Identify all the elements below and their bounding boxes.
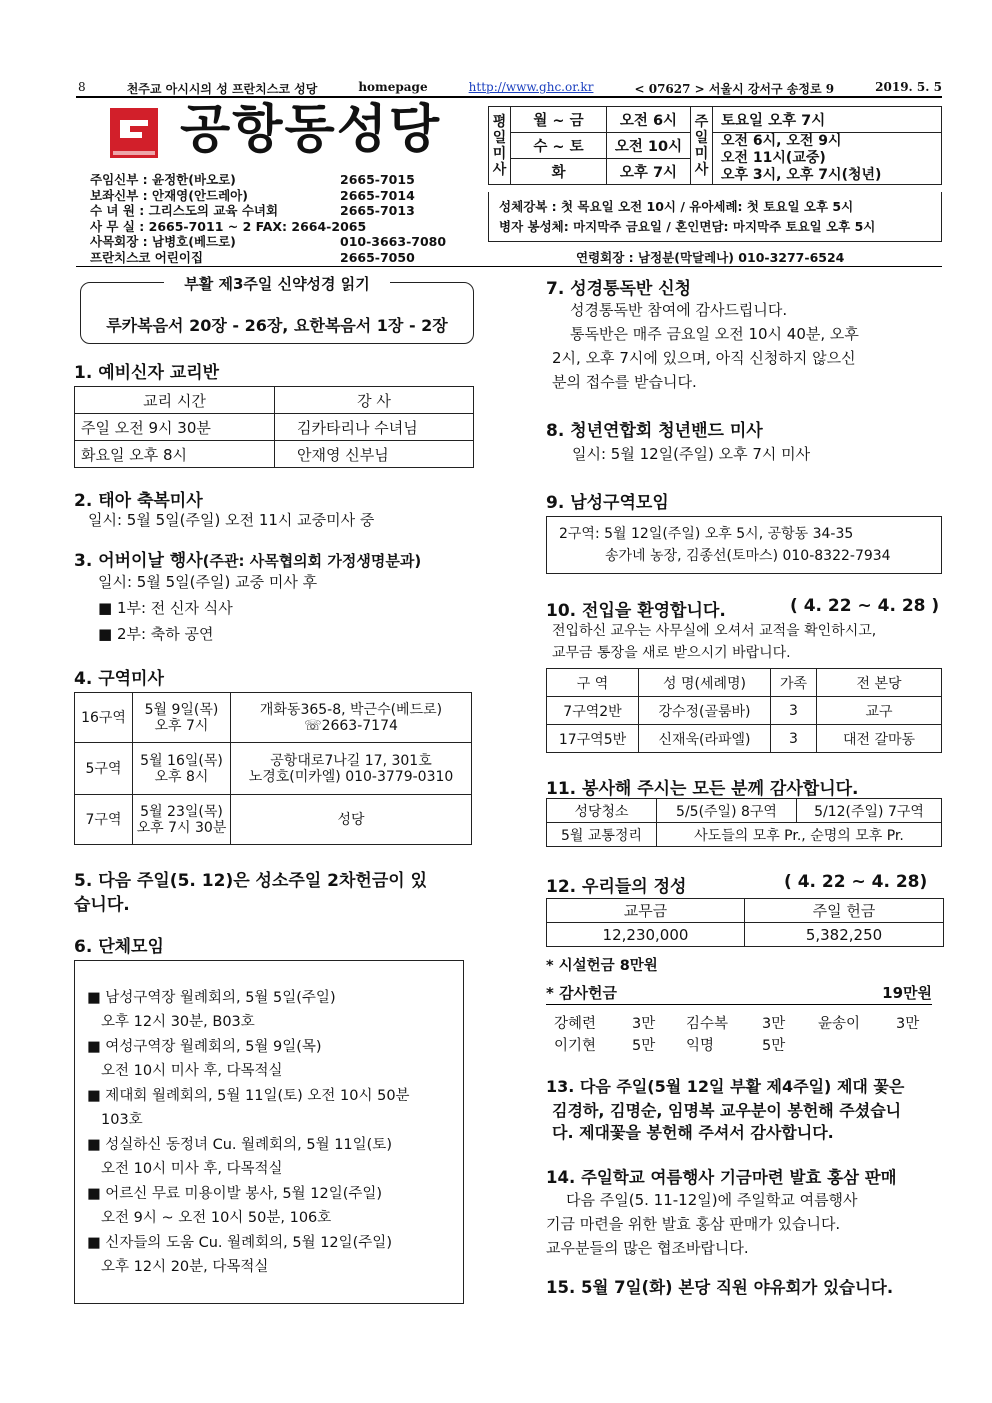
section-12-range: ( 4. 22 ~ 4. 28) xyxy=(784,872,928,892)
reading-banner-title: 부활 제3주일 신약성경 읽기 xyxy=(164,275,390,293)
table-row: 7구역2반 강수정(골룸바) 3 교구 xyxy=(547,697,942,725)
staff-row: 보좌신부 : 안재영(안드레아) 2665-7014 xyxy=(90,187,415,203)
donor-amount: 3만 xyxy=(632,1016,656,1032)
section-13-text: 다. 제대꽃을 봉헌해 주셔서 감사합니다. xyxy=(552,1123,834,1142)
list-item: 오전 9시 ~ 오전 10시 50분, 106호 xyxy=(101,1210,332,1226)
section-5-title-cont: 습니다. xyxy=(74,895,130,915)
page-number: 8 xyxy=(78,80,86,94)
donor-name: 김수복 xyxy=(686,1016,729,1032)
list-item: ■ 남성구역장 월례회의, 5월 5일(주일) xyxy=(87,990,336,1006)
offerings-table: 교무금 주일 헌금 12,230,000 5,382,250 xyxy=(546,898,944,947)
section-14-text: 기금 마련을 위한 발효 홍삼 판매가 있습니다. xyxy=(546,1215,841,1233)
mens-district-box: 2구역: 5월 12일(주일) 오후 5시, 공항동 34-35 송가네 농장, 김종선(토마스) 010-8322-7934 xyxy=(546,516,942,574)
donor-name: 익명 xyxy=(686,1038,715,1054)
section-7-text: 통독반은 매주 금요일 오전 10시 40분, 오후 xyxy=(570,325,859,343)
list-item: 오전 10시 미사 후, 다목적실 xyxy=(101,1063,283,1079)
donor-amount: 3만 xyxy=(762,1016,786,1032)
donor-amount: 5만 xyxy=(632,1038,656,1054)
header-bottom-rule xyxy=(76,266,942,267)
list-item: ■ 여성구역장 월례회의, 5월 9일(목) xyxy=(87,1039,322,1055)
staff-row: 사 무 실 : 2665-7011 ~ 2 FAX: 2664-2065 xyxy=(90,218,367,234)
section-2-title: 2. 태아 축복미사 xyxy=(74,491,203,511)
section-8-text: 일시: 5월 12일(주일) 오후 7시 미사 xyxy=(572,445,811,463)
section-9-title: 9. 남성구역모임 xyxy=(546,493,669,513)
list-item: ■ 제대회 월례회의, 5월 11일(토) 오전 10시 50분 xyxy=(87,1088,410,1104)
section-4-title: 4. 구역미사 xyxy=(74,669,164,689)
reading-banner-text: 루카복음서 20장 - 26장, 요한복음서 1장 - 2장 xyxy=(106,316,448,335)
section-14-text: 다음 주일(5. 11-12일)에 주일학교 여름행사 xyxy=(566,1191,858,1209)
page-title: 공항동성당 xyxy=(180,100,442,160)
section-3-item: ■ 1부: 전 신자 식사 xyxy=(98,599,233,617)
section-11-title: 11. 봉사해 주시는 모든 분께 감사합니다. xyxy=(546,779,859,799)
section-10-text: 교무금 통장을 새로 받으시기 바랍니다. xyxy=(552,645,791,661)
table-row: 17구역5반 신재욱(라파엘) 3 대전 갈마동 xyxy=(547,725,942,753)
section-3-item: ■ 2부: 축하 공연 xyxy=(98,625,214,643)
section-10-range: ( 4. 22 ~ 4. 28 ) xyxy=(790,596,940,616)
facility-offering: * 시설헌금 8만원 xyxy=(546,958,658,974)
section-7-text: 성경통독반 참여에 감사드립니다. xyxy=(570,301,788,319)
sunday-mass-label: 주일미사 xyxy=(691,107,713,185)
section-7-text: 분의 접수를 받습니다. xyxy=(552,373,697,391)
staff-row: 주임신부 : 윤정한(바오로) 2665-7015 xyxy=(90,172,415,187)
header-line xyxy=(78,80,942,97)
donor-name: 강혜련 xyxy=(554,1016,597,1032)
thanks-offering: * 감사헌금 19만원 xyxy=(546,982,932,1005)
section-13-text: 김경하, 김명순, 임명복 교우분이 봉헌해 주셨습니 xyxy=(552,1101,902,1120)
list-item: ■ 성실하신 동정녀 Cu. 월례회의, 5월 11일(토) xyxy=(87,1137,392,1153)
issue-date: 2019. 5. 5 xyxy=(875,80,942,94)
staff-row: 수 녀 원 : 그리스도의 교육 수녀회 2665-7013 xyxy=(90,203,415,218)
section-3-title: 3. 어버이날 행사(주관: 사목협의회 가정생명분과) xyxy=(74,551,422,571)
section-10-title: 10. 전입을 환영합니다. xyxy=(546,601,726,621)
donor-name: 이기현 xyxy=(554,1038,597,1054)
section-13-title: 13. 다음 주일(5월 12일 부활 제4주일) 제대 꽃은 xyxy=(546,1077,905,1096)
list-item: 오후 12시 30분, B03호 xyxy=(101,1014,255,1030)
section-7-text: 2시, 오후 7시에 있으며, 아직 신청하지 않으신 xyxy=(552,349,856,367)
newcomers-table: 구 역 성 명(세례명) 가족 전 본당 7구역2반 강수정(골룸바) 3 교구 17구역5반 신재욱(라파엘) 3 대전 갈마동 xyxy=(546,668,942,753)
catechism-table: 교리 시간 강 사 주일 오전 9시 30분 김카타리나 수녀님 화요일 오후 8시 안재영 신부님 xyxy=(74,386,474,468)
section-10-text: 전입하신 교우는 사무실에 오셔서 교적을 확인하시고, xyxy=(552,623,877,639)
homepage-link[interactable]: http://www.ghc.or.kr xyxy=(468,80,594,94)
weekday-mass-label: 평일미사 xyxy=(489,107,511,185)
donor-amount: 3만 xyxy=(896,1016,920,1032)
section-8-title: 8. 청년연합회 청년밴드 미사 xyxy=(546,421,763,441)
section-14-title: 14. 주일학교 여름행사 기금마련 발효 홍삼 판매 xyxy=(546,1168,897,1187)
church-logo-icon xyxy=(110,108,158,158)
district-mass-table: 16구역 5월 9일(목) 오후 7시 개화동365-8, 박근수(베드로) ☏2663-7174 5구역 5월 16일(목) 오후 8시 공항대로7나길 17, 301호 노경호(미카엘) 010-3779-0310 7구역 5월 23일(목) 오후 7시 30분 성당 xyxy=(74,692,472,845)
section-14-text: 교우분들의 많은 협조바랍니다. xyxy=(546,1239,749,1257)
staff-row: 사목회장 : 남병호(베드로) 010-3663-7080 xyxy=(90,234,447,249)
section-5-title: 5. 다음 주일(5. 12)은 성소주일 2차헌금이 있 xyxy=(74,871,428,891)
list-item: ■ 어르신 무료 미용이발 봉사, 5월 12일(주일) xyxy=(87,1186,383,1202)
parish-name: 천주교 아시시의 성 프란치스코 성당 xyxy=(126,82,318,96)
section-1-title: 1. 예비신자 교리반 xyxy=(74,363,220,383)
section-12-title: 12. 우리들의 정성 xyxy=(546,877,687,897)
reading-banner xyxy=(80,275,474,344)
section-2-text: 일시: 5월 5일(주일) 오전 11시 교중미사 중 xyxy=(88,511,375,529)
donor-name: 윤송이 xyxy=(818,1016,861,1032)
section-6-title: 6. 단체모임 xyxy=(74,937,164,957)
funeral-president: 연령회장 : 남정분(막달레나) 010-3277-6524 xyxy=(576,250,845,265)
list-item: ■ 신자들의 도움 Cu. 월례회의, 5월 12일(주일) xyxy=(87,1235,392,1251)
staff-row: 프란치스코 어린이집 2665-7050 xyxy=(90,249,415,265)
volunteers-table: 성당청소 5/5(주일) 8구역 5/12(주일) 7구역 5월 교통정리 사도들의 모후 Pr., 순명의 모후 Pr. xyxy=(546,798,942,847)
section-15-title: 15. 5월 7일(화) 본당 직원 야유회가 있습니다. xyxy=(546,1278,894,1297)
list-item: 오후 12시 20분, 다목적실 xyxy=(101,1259,269,1275)
list-item: 오전 10시 미사 후, 다목적실 xyxy=(101,1161,283,1177)
sacrament-info: 성체강복 : 첫 목요일 오전 10시 / 유아세례: 첫 토요일 오후 5시 병자 봉성체: 마지막주 금요일 / 혼인면담: 마지막주 토요일 오후 5시 xyxy=(488,192,942,242)
staff-directory xyxy=(90,172,490,265)
group-meetings-box xyxy=(74,960,464,1304)
mass-schedule-table: 평일미사 월 ~ 금 오전 6시 주일미사 토요일 오후 7시 수 ~ 토 오전 10시 오전 6시, 오전 9시 오전 11시(교중) 오후 3시, 오후 7시(청년) 화 오후 7시 xyxy=(488,106,942,185)
address: < 07627 > 서울시 강서구 송정로 9 xyxy=(634,82,835,96)
donor-amount: 5만 xyxy=(762,1038,786,1054)
section-7-title: 7. 성경통독반 신청 xyxy=(546,279,692,299)
section-3-text: 일시: 5월 5일(주일) 교중 미사 후 xyxy=(98,573,318,591)
homepage-label: homepage xyxy=(358,80,428,94)
list-item: 103호 xyxy=(101,1112,143,1128)
